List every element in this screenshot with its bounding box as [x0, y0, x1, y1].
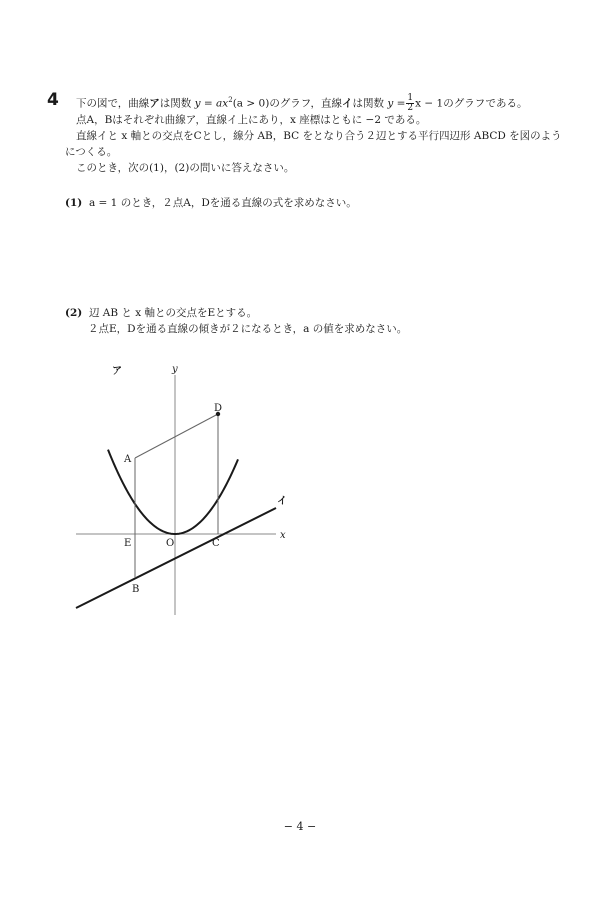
point-e-label: E — [124, 538, 132, 549]
q2-line2: ２点E，Dを通る直線の傾きが２になるとき，a の値を求めなさい。 — [88, 323, 408, 335]
intro-mid2: のグラフ，直線 — [269, 97, 342, 110]
frac-num: 1 — [407, 93, 414, 103]
curve-label-a: ア — [112, 366, 122, 377]
problem-line3: 直線イと x 軸との交点をCとし，線分 AB，BC をとなり合う２辺とする平行四辺形 ABCD を図のよう — [76, 130, 562, 142]
problem-line2: 点A，Bはそれぞれ曲線ア，直線イ上にあり，x 座標はともに −2 である。 — [76, 114, 427, 126]
intro-mid1: は関数 — [159, 97, 195, 110]
intro-pre: 下の図で，曲線 — [76, 97, 150, 110]
problem-line4: につくる。 — [65, 146, 118, 158]
segment-ad — [135, 414, 218, 458]
line-i — [76, 508, 276, 608]
line-label-i: イ — [277, 496, 287, 507]
point-c-label: C — [212, 538, 220, 549]
problem-line5: このとき，次の(1)，(2)の問いに答えなさい。 — [76, 162, 295, 174]
point-d-label: D — [214, 403, 223, 414]
problem-number: 4 — [47, 90, 59, 110]
intro-post: のグラフである。 — [443, 97, 528, 110]
x-axis-label: x — [280, 530, 286, 541]
q2-label: (2) — [65, 307, 83, 319]
intro-condition: (a > 0) — [232, 97, 270, 110]
intro-mid3: は関数 — [352, 97, 388, 110]
intro-y-eq: y = — [387, 97, 406, 110]
point-b-label: B — [132, 584, 140, 595]
q1-label: (1) — [65, 197, 83, 209]
point-a-label: A — [124, 454, 132, 465]
q1-text: a = 1 のとき，２点A，Dを通る直線の式を求めなさい。 — [88, 197, 357, 209]
page-number: − 4 − — [283, 820, 317, 833]
intro-line-label: イ — [341, 97, 353, 110]
intro-curve-label: ア — [149, 97, 160, 110]
intro-exponent: 2 — [228, 96, 233, 104]
q2-line1: 辺 AB と x 軸との交点をEとする。 — [88, 307, 258, 319]
point-o-label: O — [166, 538, 175, 549]
frac-den: 2 — [407, 103, 414, 113]
y-axis-label: y — [172, 364, 178, 375]
intro-func-b: x − 1 — [415, 97, 444, 110]
intro-func-a: y = ax — [194, 97, 229, 110]
